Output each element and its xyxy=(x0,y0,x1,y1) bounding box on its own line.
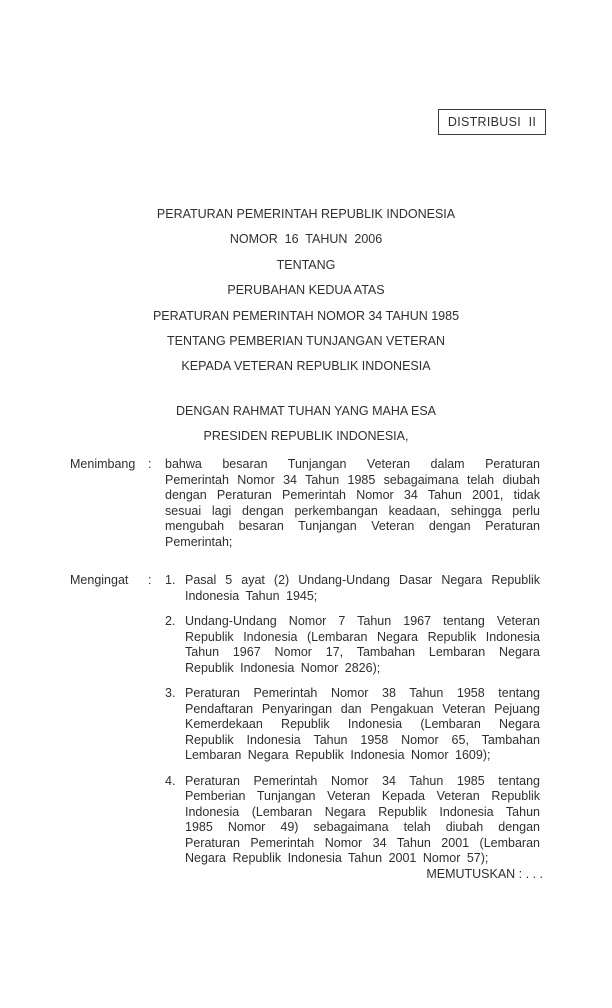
title-line-subject: TENTANG PEMBERIAN TUNJANGAN VETERAN xyxy=(166,334,446,349)
distribution-stamp xyxy=(438,109,546,135)
mengingat-colon: : xyxy=(148,573,152,587)
mengingat-item-2 xyxy=(165,614,540,676)
mengingat-item-1-text: Pasal 5 ayat (2) Undang-Undang Dasar Negara Republik Indonesia Tahun 1945; xyxy=(185,573,540,603)
mengingat-list xyxy=(165,573,540,867)
mengingat-item-4 xyxy=(165,774,540,867)
mengingat-item-4-number: 4. xyxy=(165,773,176,788)
section-mengingat xyxy=(70,573,540,867)
mengingat-label: Mengingat xyxy=(70,573,129,587)
mengingat-item-3-number: 3. xyxy=(165,686,176,700)
menimbang-colon: : xyxy=(148,457,152,471)
mengingat-item-3 xyxy=(165,686,540,764)
mengingat-item-1-number: 1. xyxy=(165,573,176,587)
distribution-stamp-label: DISTRIBUSI II xyxy=(447,115,537,129)
mengingat-item-2-number: 2. xyxy=(165,614,176,628)
title-line-number-year: NOMOR 16 TAHUN 2006 xyxy=(229,232,383,247)
title-line-tentang: TENTANG xyxy=(276,257,336,272)
menimbang-paragraph: bahwa besaran Tunjangan Veteran dalam Peraturan Pemerintah Nomor 34 Tahun 1985 sebagaimana telah diubah dengan Peraturan Pemerintah Nomor 34 Tahun 2001, tidak sesuai lagi dengan perkembangan keadaan, sehingga perlu mengubah besaran Tunjangan Veteran dengan Peraturan Pemerintah; xyxy=(165,457,540,549)
document-title-block xyxy=(0,202,612,380)
menimbang-label: Menimbang xyxy=(70,457,136,471)
mengingat-item-1 xyxy=(165,573,540,604)
title-line-base-regulation: PERATURAN PEMERINTAH NOMOR 34 TAHUN 1985 xyxy=(152,308,460,323)
motto-line-grace: DENGAN RAHMAT TUHAN YANG MAHA ESA xyxy=(175,404,436,418)
title-line-regulation: PERATURAN PEMERINTAH REPUBLIK INDONESIA xyxy=(156,207,456,221)
memutuskan-catchword: MEMUTUSKAN : . . . xyxy=(426,867,543,881)
title-line-amendment: PERUBAHAN KEDUA ATAS xyxy=(227,283,385,298)
mengingat-item-3-text: Peraturan Pemerintah Nomor 38 Tahun 1958 tentang Pendaftaran Penyaringan dan Pengakuan Veteran Pejuang Kemerdekaan Republik Indonesia (Lembaran Negara Republik Indonesia Tahun 1958 Nomor 65, Tambahan Lembaran Negara Republik Indonesia Nomor 1609); xyxy=(185,686,540,762)
title-line-beneficiary: KEPADA VETERAN REPUBLIK INDONESIA xyxy=(181,359,431,374)
mengingat-item-2-text: Undang-Undang Nomor 7 Tahun 1967 tentang Veteran Republik Indonesia (Lembaran Negara Republik Indonesia Tahun 1967 Nomor 17, Tambahan Lembaran Negara Republik Indonesia Nomor 2826); xyxy=(185,614,540,675)
mengingat-item-4-text: Peraturan Pemerintah Nomor 34 Tahun 1985 tentang Pemberian Tunjangan Veteran Kepada Veteran Republik Indonesia (Lembaran Negara Republik Indonesia Tahun 1985 Nomor 49) sebagaimana telah diubah dengan Peraturan Pemerintah Nomor 34 Tahun 2001 (Lembaran Negara Republik Indonesia Tahun 2001 Nomor 57); xyxy=(185,773,540,865)
section-menimbang xyxy=(70,457,540,550)
motto-line-president: PRESIDEN REPUBLIK INDONESIA, xyxy=(203,429,409,444)
preamble-motto-block xyxy=(0,399,612,450)
